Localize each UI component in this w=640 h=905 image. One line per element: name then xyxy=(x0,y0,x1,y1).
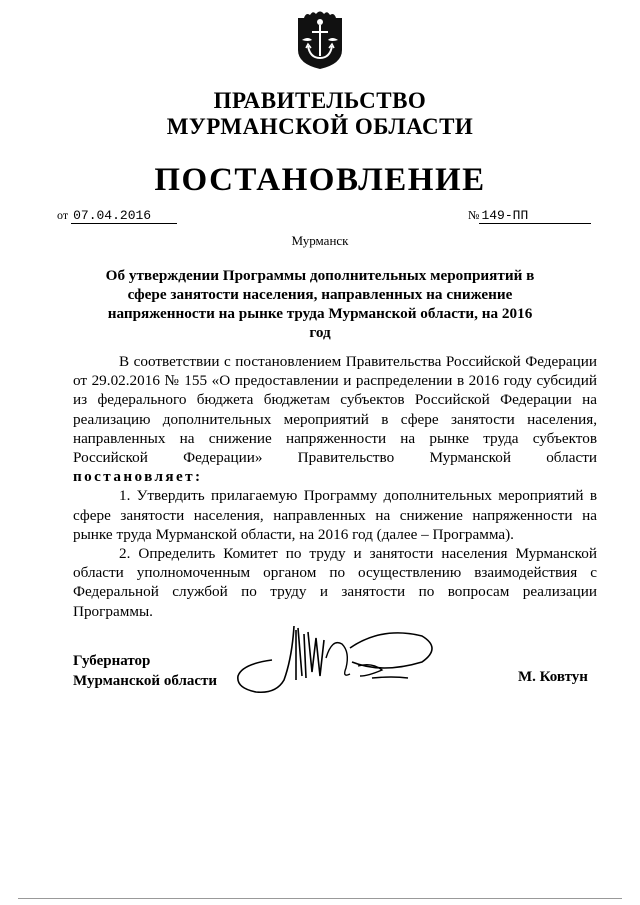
date-prefix: от xyxy=(57,208,69,222)
page-edge-divider xyxy=(18,898,622,899)
date-value: 07.04.2016 xyxy=(71,208,177,224)
signatory-name: М. Ковтун xyxy=(518,669,588,685)
resolve-word: постановляет: xyxy=(73,468,203,486)
position-line1: Губернатор xyxy=(73,653,151,669)
signatory-position xyxy=(73,651,217,691)
preamble-paragraph xyxy=(73,352,597,486)
document-date xyxy=(57,208,177,224)
item-1-paragraph: 1. Утвердить прилагаемую Программу дополнительных мероприятий в сфере занятости населения, направленных на снижение напряженности на рынке труда Мурманской области, на 2016 год (далее – Программа). xyxy=(73,487,597,543)
number-prefix: № xyxy=(468,208,480,222)
document-title: Об утверждении Программы дополнительных мероприятий в сфере занятости населения, направленных на снижение напряженности на рынке труда Мурманской области, на 2016 год xyxy=(105,267,535,341)
government-name-line2: МУРМАНСКОЙ ОБЛАСТИ xyxy=(166,114,474,139)
city-name: Мурманск xyxy=(291,233,349,248)
number-value: 149-ПП xyxy=(479,208,591,224)
document-body xyxy=(73,352,597,621)
preamble-text: В соответствии с постановлением Правительства Российской Федерации от 29.02.2016 № 155 «О предоставлении и распределении в 2016 году субсидий из федерального бюджета бюджетам субъектов Российской Федерации на реализацию дополнительных мероприятий в сфере занятости населения, направленных на снижение напряженности на рынке труда субъектов Российской Федерации» Правительство Мурманской области xyxy=(73,353,597,467)
document-number xyxy=(468,208,591,224)
item-2-paragraph: 2. Определить Комитет по труду и занятости населения Мурманской области уполномоченным органом по осуществлению взаимодействия с Федеральной службой по труду и занятости по вопросам реализации Программы. xyxy=(73,545,597,620)
murmansk-coat-of-arms-icon xyxy=(296,10,344,70)
government-name-line1: ПРАВИТЕЛЬСТВО xyxy=(213,88,427,113)
document-type-heading: ПОСТАНОВЛЕНИЕ xyxy=(154,162,486,198)
position-line2: Мурманской области xyxy=(73,673,218,689)
handwritten-signature xyxy=(232,618,442,698)
